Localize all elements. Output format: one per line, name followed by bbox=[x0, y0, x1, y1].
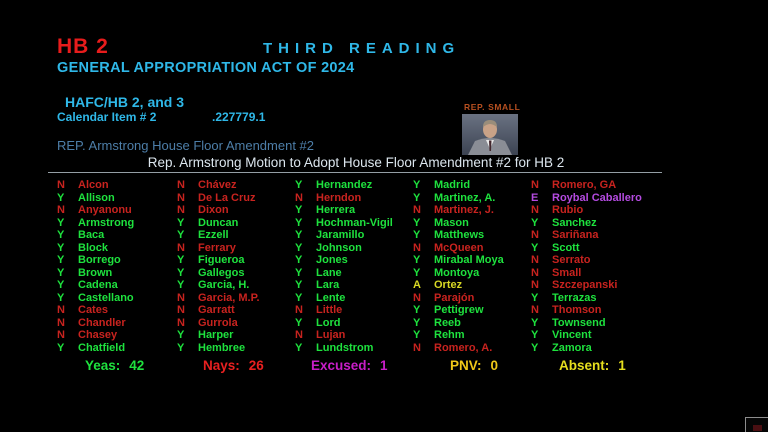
vote-row bbox=[57, 317, 134, 330]
vote-letter: N bbox=[531, 266, 539, 279]
member-name: Alcon bbox=[78, 179, 109, 191]
vote-letter: Y bbox=[295, 229, 303, 241]
vote-row bbox=[295, 254, 393, 267]
vote-letter: Y bbox=[177, 216, 185, 229]
member-name: Cates bbox=[78, 304, 108, 316]
vote-row bbox=[177, 304, 260, 317]
vote-letter: Y bbox=[295, 216, 303, 229]
vote-row bbox=[531, 317, 642, 330]
vote-letter: N bbox=[531, 254, 539, 266]
member-name: Mason bbox=[434, 216, 469, 229]
member-name: Jones bbox=[316, 254, 348, 266]
total-nays-label: Nays: bbox=[203, 358, 240, 373]
vote-row bbox=[413, 267, 504, 280]
vote-column-2 bbox=[177, 179, 260, 354]
vote-row bbox=[177, 329, 260, 342]
vote-letter: N bbox=[57, 204, 65, 216]
total-yeas bbox=[85, 358, 144, 373]
member-name: Little bbox=[316, 304, 343, 316]
vote-letter: Y bbox=[177, 329, 185, 341]
vote-letter: N bbox=[413, 204, 421, 216]
vote-row bbox=[413, 179, 504, 192]
member-name: Hernandez bbox=[316, 179, 373, 191]
vote-column-4 bbox=[413, 179, 504, 354]
member-name: Lujan bbox=[316, 329, 346, 341]
vote-letter: N bbox=[531, 204, 539, 216]
member-name: Lane bbox=[316, 266, 342, 279]
member-name: Allison bbox=[78, 191, 115, 204]
member-name: Lente bbox=[316, 291, 346, 304]
vote-row bbox=[413, 304, 504, 317]
vote-letter: N bbox=[177, 316, 185, 329]
vote-row bbox=[413, 317, 504, 330]
vote-row bbox=[295, 279, 393, 292]
vote-row bbox=[295, 292, 393, 305]
vote-row bbox=[57, 267, 134, 280]
vote-row bbox=[295, 179, 393, 192]
member-name: Chatfield bbox=[78, 341, 126, 354]
vote-row bbox=[295, 342, 393, 355]
vote-letter: N bbox=[177, 291, 185, 304]
member-name: Herrera bbox=[316, 204, 356, 216]
member-name: Sanchez bbox=[552, 216, 597, 229]
portrait-image bbox=[462, 114, 518, 155]
corner-overlay-box bbox=[745, 417, 768, 432]
vote-letter: N bbox=[177, 241, 185, 254]
vote-row bbox=[57, 254, 134, 267]
vote-row bbox=[531, 204, 642, 217]
vote-letter: Y bbox=[57, 191, 65, 204]
total-nays-value: 26 bbox=[248, 358, 264, 373]
vote-column-1 bbox=[57, 179, 134, 354]
amendment-line: REP. Armstrong House Floor Amendment #2 bbox=[57, 138, 314, 153]
vote-letter: N bbox=[413, 241, 421, 254]
member-name: Jaramillo bbox=[316, 229, 365, 241]
vote-row bbox=[413, 192, 504, 205]
total-nays bbox=[203, 358, 264, 373]
vote-row bbox=[177, 292, 260, 305]
total-pnv-label: PNV: bbox=[450, 358, 482, 373]
member-name: Baca bbox=[78, 229, 105, 241]
member-name: Roybal Caballero bbox=[552, 191, 642, 204]
vote-row bbox=[177, 192, 260, 205]
vote-row bbox=[413, 204, 504, 217]
member-name: Duncan bbox=[198, 216, 239, 229]
member-name: De La Cruz bbox=[198, 191, 256, 204]
vote-letter: Y bbox=[531, 341, 539, 354]
member-name: Gallegos bbox=[198, 266, 245, 279]
reading-title: THIRD READING bbox=[263, 40, 461, 57]
vote-row bbox=[531, 254, 642, 267]
member-name: Ferrary bbox=[198, 241, 236, 254]
member-name: McQueen bbox=[434, 241, 484, 254]
member-name: Chávez bbox=[198, 179, 237, 191]
vote-letter: Y bbox=[295, 241, 303, 254]
vote-row bbox=[177, 204, 260, 217]
member-name: Madrid bbox=[434, 179, 471, 191]
member-name: Lundstrom bbox=[316, 341, 374, 354]
vote-letter: Y bbox=[531, 216, 539, 229]
member-name: Mirabal Moya bbox=[434, 254, 504, 266]
total-yeas-label: Yeas: bbox=[85, 358, 121, 373]
member-name: Pettigrew bbox=[434, 304, 484, 316]
member-name: Brown bbox=[78, 266, 113, 279]
vote-letter: Y bbox=[413, 216, 421, 229]
member-name: Garcia, H. bbox=[198, 279, 250, 291]
vote-row bbox=[531, 229, 642, 242]
member-name: Parajón bbox=[434, 291, 475, 304]
member-name: Matthews bbox=[434, 229, 485, 241]
member-name: Cadena bbox=[78, 279, 118, 291]
total-excused-value: 1 bbox=[380, 358, 388, 373]
vote-letter: Y bbox=[413, 191, 421, 204]
vote-letter: Y bbox=[57, 229, 65, 241]
member-name: Hembree bbox=[198, 341, 246, 354]
act-title: GENERAL APPROPRIATION ACT OF 2024 bbox=[57, 60, 355, 76]
vote-letter: Y bbox=[295, 254, 303, 266]
vote-row bbox=[531, 179, 642, 192]
vote-letter: Y bbox=[531, 329, 539, 341]
member-name: Martinez, J. bbox=[434, 204, 494, 216]
vote-row bbox=[57, 192, 134, 205]
vote-letter: N bbox=[177, 179, 185, 191]
vote-row bbox=[177, 217, 260, 230]
speaker-portrait-photo bbox=[462, 114, 518, 155]
member-name: Block bbox=[78, 241, 108, 254]
vote-row bbox=[531, 242, 642, 255]
vote-letter: N bbox=[295, 191, 303, 204]
vote-row bbox=[531, 267, 642, 280]
vote-row bbox=[57, 279, 134, 292]
vote-letter: Y bbox=[413, 254, 421, 266]
vote-row bbox=[531, 342, 642, 355]
vote-letter: N bbox=[531, 304, 539, 316]
vote-row bbox=[57, 242, 134, 255]
vote-letter: Y bbox=[177, 279, 185, 291]
member-name: Small bbox=[552, 266, 582, 279]
vote-letter: N bbox=[177, 204, 185, 216]
member-name: Chandler bbox=[78, 316, 126, 329]
vote-row bbox=[413, 342, 504, 355]
vote-row bbox=[413, 254, 504, 267]
total-absent-label: Absent: bbox=[559, 358, 610, 373]
vote-letter: A bbox=[413, 279, 421, 291]
vote-row bbox=[57, 204, 134, 217]
vote-row bbox=[177, 317, 260, 330]
vote-row bbox=[295, 317, 393, 330]
vote-letter: Y bbox=[295, 204, 303, 216]
member-name: Hochman-Vigil bbox=[316, 216, 393, 229]
member-name: Johnson bbox=[316, 241, 362, 254]
vote-letter: Y bbox=[413, 266, 421, 279]
member-name: Lara bbox=[316, 279, 340, 291]
vote-letter: Y bbox=[57, 291, 65, 304]
member-name: Figueroa bbox=[198, 254, 245, 266]
vote-letter: Y bbox=[295, 266, 303, 279]
total-yeas-value: 42 bbox=[129, 358, 145, 373]
vote-row bbox=[295, 229, 393, 242]
vote-row bbox=[295, 242, 393, 255]
total-pnv-value: 0 bbox=[490, 358, 499, 373]
member-name: Rubio bbox=[552, 204, 584, 216]
vote-column-5 bbox=[531, 179, 642, 354]
vote-row bbox=[57, 179, 134, 192]
member-name: Serrato bbox=[552, 254, 591, 266]
corner-red-mark bbox=[753, 425, 762, 431]
vote-row bbox=[295, 204, 393, 217]
vote-letter: Y bbox=[295, 179, 303, 191]
vote-letter: Y bbox=[295, 291, 303, 304]
vote-letter: Y bbox=[57, 341, 65, 354]
member-name: Townsend bbox=[552, 316, 606, 329]
vote-letter: Y bbox=[413, 316, 421, 329]
separator-line bbox=[48, 172, 662, 173]
member-name: Romero, A. bbox=[434, 341, 493, 354]
speaker-name-label: REP. SMALL bbox=[464, 102, 521, 112]
bill-number: HB 2 bbox=[57, 35, 109, 58]
vote-row bbox=[57, 304, 134, 317]
vote-letter: N bbox=[531, 229, 539, 241]
member-name: Rehm bbox=[434, 329, 465, 341]
vote-letter: N bbox=[57, 329, 65, 341]
total-absent-value: 1 bbox=[618, 358, 626, 373]
member-name: Ortez bbox=[434, 279, 463, 291]
vote-letter: Y bbox=[531, 316, 539, 329]
vote-letter: N bbox=[531, 179, 539, 191]
vote-row bbox=[413, 242, 504, 255]
vote-letter: Y bbox=[295, 279, 303, 291]
member-name: Romero, GA bbox=[552, 179, 617, 191]
vote-letter: Y bbox=[413, 329, 421, 341]
vote-row bbox=[413, 292, 504, 305]
vote-letter: Y bbox=[295, 341, 303, 354]
vote-row bbox=[531, 292, 642, 305]
committee-line: HAFC/HB 2, and 3 bbox=[65, 94, 185, 110]
member-name: Szczepanski bbox=[552, 279, 618, 291]
vote-letter: Y bbox=[57, 241, 65, 254]
vote-row bbox=[177, 342, 260, 355]
vote-letter: Y bbox=[177, 341, 185, 354]
vote-letter: Y bbox=[413, 304, 421, 316]
vote-letter: Y bbox=[177, 266, 185, 279]
vote-letter: N bbox=[295, 329, 303, 341]
member-name: Armstrong bbox=[78, 216, 135, 229]
member-name: Harper bbox=[198, 329, 234, 341]
member-name: Terrazas bbox=[552, 291, 597, 304]
vote-letter: E bbox=[531, 191, 539, 204]
vote-row bbox=[177, 254, 260, 267]
vote-row bbox=[531, 304, 642, 317]
vote-letter: N bbox=[177, 304, 185, 316]
vote-letter: Y bbox=[57, 279, 65, 291]
member-name: Garcia, M.P. bbox=[198, 291, 260, 304]
vote-row bbox=[413, 229, 504, 242]
member-name: Borrego bbox=[78, 254, 121, 266]
member-name: Scott bbox=[552, 241, 580, 254]
total-excused bbox=[311, 358, 388, 373]
vote-letter: N bbox=[531, 279, 539, 291]
vote-letter: N bbox=[57, 179, 65, 191]
vote-row bbox=[295, 267, 393, 280]
vote-letter: N bbox=[57, 316, 65, 329]
vote-letter: N bbox=[295, 304, 303, 316]
vote-letter: N bbox=[413, 291, 421, 304]
vote-letter: N bbox=[177, 191, 185, 204]
vote-row bbox=[57, 329, 134, 342]
vote-row bbox=[531, 329, 642, 342]
member-name: Reeb bbox=[434, 316, 461, 329]
vote-row bbox=[177, 279, 260, 292]
vote-row bbox=[177, 179, 260, 192]
member-name: Dixon bbox=[198, 204, 229, 216]
vote-letter: N bbox=[57, 304, 65, 316]
vote-letter: Y bbox=[531, 291, 539, 304]
vote-row bbox=[295, 304, 393, 317]
member-name: Martinez, A. bbox=[434, 191, 496, 204]
vote-row bbox=[531, 279, 642, 292]
vote-row bbox=[177, 267, 260, 280]
vote-letter: Y bbox=[295, 316, 303, 329]
motion-title: Rep. Armstrong Motion to Adopt House Floor Amendment #2 for HB 2 bbox=[147, 155, 565, 170]
vote-letter: Y bbox=[57, 254, 65, 266]
vote-letter: Y bbox=[57, 216, 65, 229]
calendar-item-label: Calendar Item # 2 bbox=[57, 110, 157, 124]
vote-row bbox=[531, 192, 642, 205]
member-name: Garratt bbox=[198, 304, 235, 316]
vote-row bbox=[413, 329, 504, 342]
member-name: Vincent bbox=[552, 329, 592, 341]
vote-letter: Y bbox=[57, 266, 65, 279]
vote-row bbox=[57, 342, 134, 355]
vote-row bbox=[295, 329, 393, 342]
calendar-item-number: .227779.1 bbox=[212, 110, 266, 124]
vote-letter: Y bbox=[531, 241, 539, 254]
vote-row bbox=[57, 217, 134, 230]
vote-row bbox=[57, 229, 134, 242]
vote-row bbox=[57, 292, 134, 305]
vote-row bbox=[413, 217, 504, 230]
member-name: Ezzell bbox=[198, 229, 229, 241]
vote-letter: Y bbox=[413, 179, 421, 191]
vote-row bbox=[531, 217, 642, 230]
vote-letter: N bbox=[413, 341, 421, 354]
vote-letter: Y bbox=[177, 229, 185, 241]
member-name: Zamora bbox=[552, 341, 592, 354]
member-name: Thomson bbox=[552, 304, 602, 316]
member-name: Montoya bbox=[434, 266, 480, 279]
vote-letter: Y bbox=[413, 229, 421, 241]
total-excused-label: Excused: bbox=[311, 358, 372, 373]
vote-row bbox=[177, 229, 260, 242]
vote-letter: Y bbox=[177, 254, 185, 266]
total-absent bbox=[559, 358, 626, 373]
vote-row bbox=[295, 217, 393, 230]
vote-row bbox=[413, 279, 504, 292]
member-name: Gurrola bbox=[198, 316, 238, 329]
member-name: Sariñana bbox=[552, 229, 599, 241]
vote-row bbox=[295, 192, 393, 205]
member-name: Chasey bbox=[78, 329, 118, 341]
member-name: Herndon bbox=[316, 191, 362, 204]
member-name: Castellano bbox=[78, 291, 134, 304]
vote-row bbox=[177, 242, 260, 255]
member-name: Lord bbox=[316, 316, 341, 329]
member-name: Anyanonu bbox=[78, 204, 132, 216]
vote-column-3 bbox=[295, 179, 393, 354]
total-pnv bbox=[450, 358, 498, 373]
